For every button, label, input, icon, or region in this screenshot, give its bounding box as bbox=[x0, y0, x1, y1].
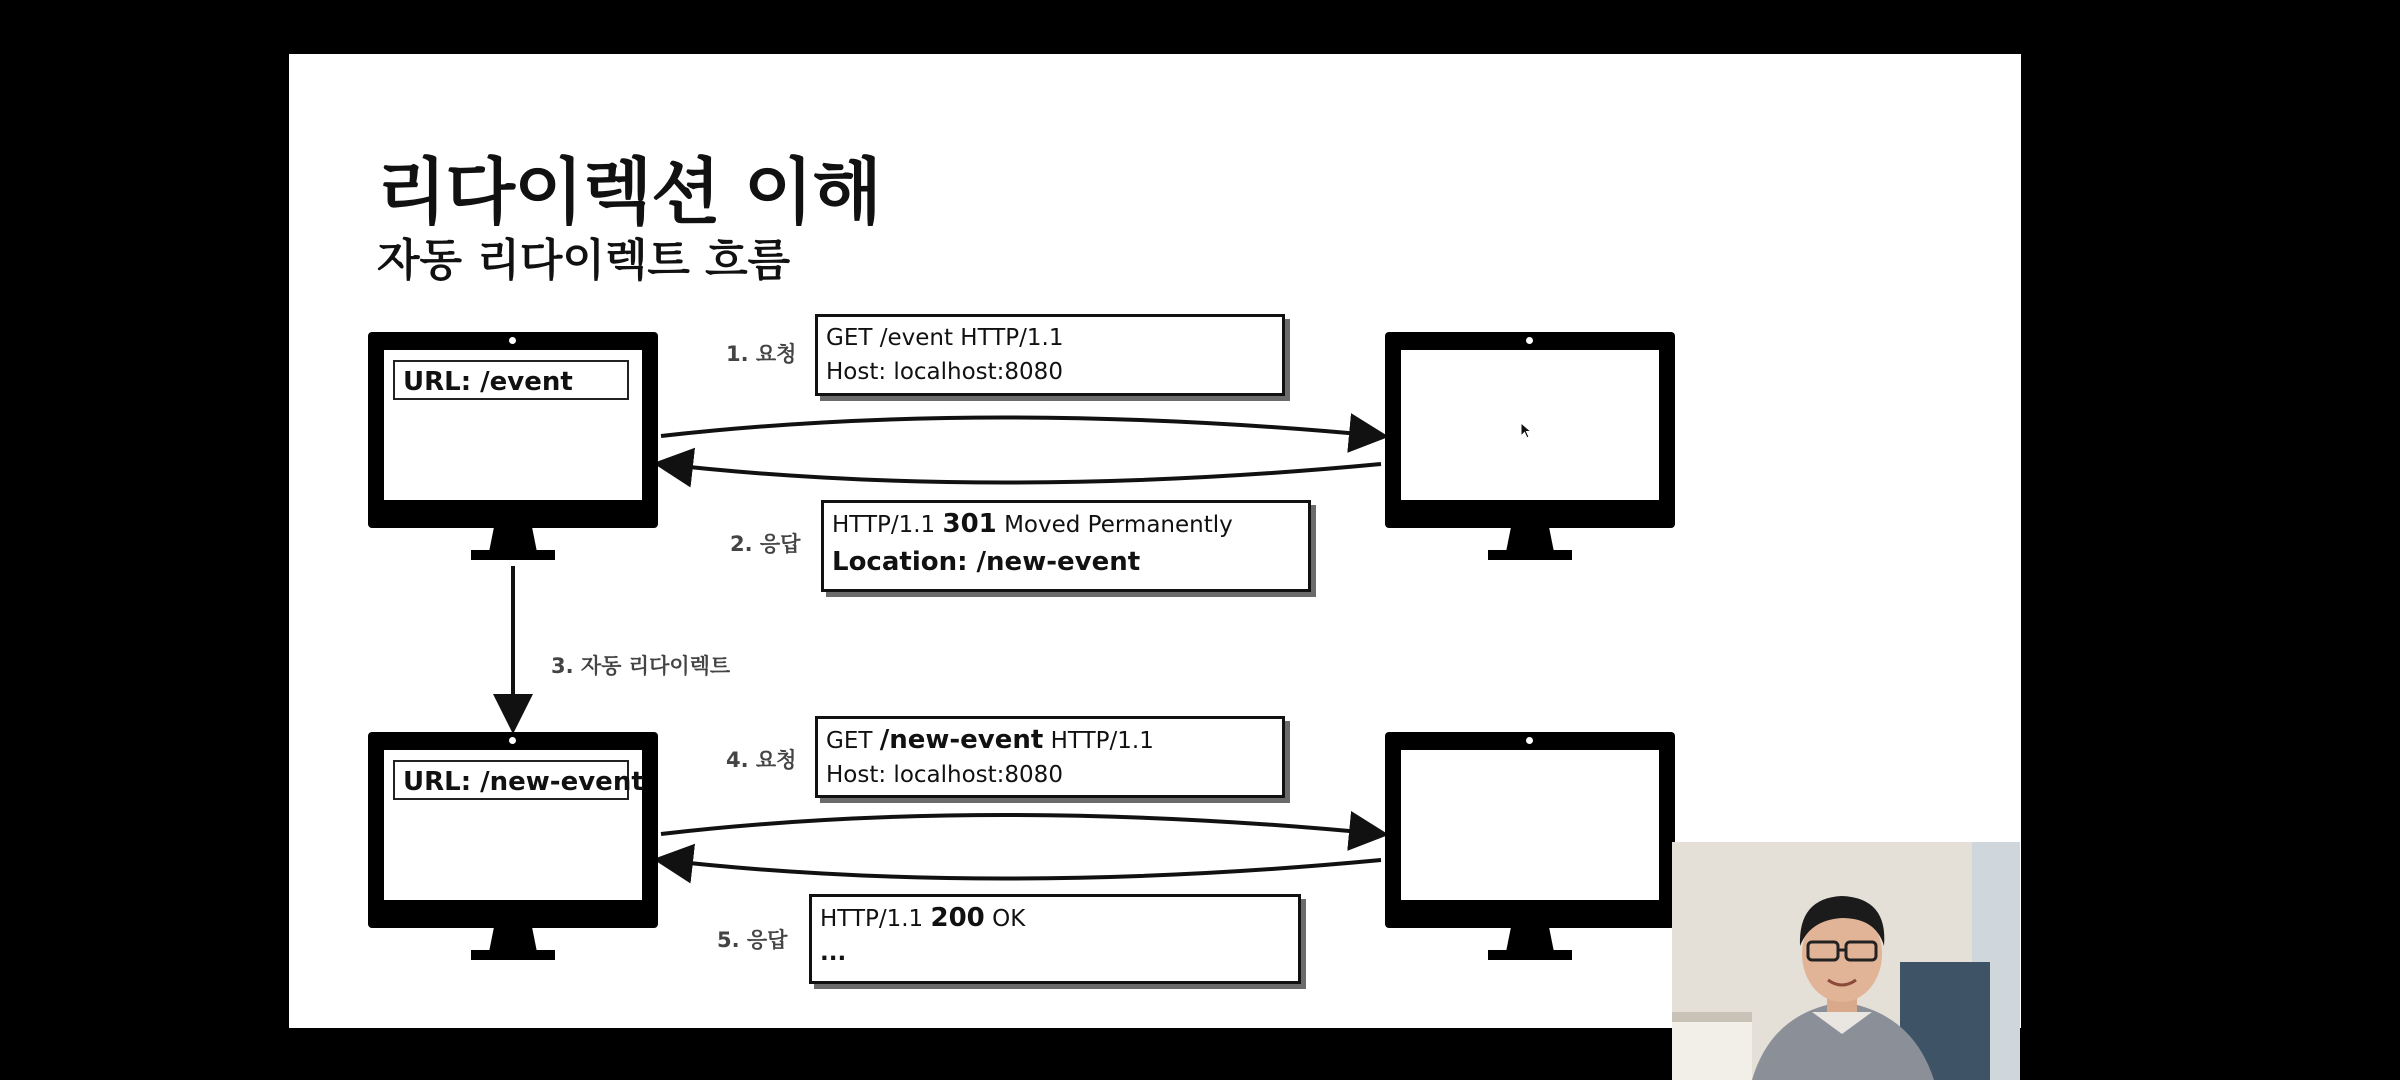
monitor-camera bbox=[1526, 337, 1533, 344]
monitor-neck bbox=[489, 528, 537, 552]
arrow-response-1 bbox=[661, 464, 1381, 483]
arrow-request-2 bbox=[661, 815, 1381, 834]
monitor-screen bbox=[384, 350, 642, 500]
response-1-line-1: HTTP/1.1 301 Moved Permanently bbox=[832, 509, 1233, 539]
request-1-line-1: GET /event HTTP/1.1 bbox=[826, 325, 1064, 351]
slide-subtitle: 자동 리다이렉트 흐름 bbox=[377, 235, 791, 286]
step-5-label: 5. 응답 bbox=[717, 928, 788, 952]
client-monitor-bottom bbox=[368, 732, 658, 966]
presenter-webcam bbox=[1672, 842, 2020, 1080]
step-1-label: 1. 요청 bbox=[726, 342, 797, 366]
url-bar-new-event: URL: /new-event bbox=[393, 760, 629, 800]
request-2-line-2: Host: localhost:8080 bbox=[826, 762, 1063, 788]
monitor-neck bbox=[1506, 528, 1554, 552]
monitor-foot bbox=[471, 550, 555, 560]
request-1-box bbox=[815, 314, 1285, 396]
monitor-bezel bbox=[368, 732, 658, 928]
response-2-line-1: HTTP/1.1 200 OK bbox=[820, 903, 1026, 933]
monitor-bezel bbox=[1385, 732, 1675, 928]
mouse-cursor-icon bbox=[1520, 422, 1534, 440]
response-2-box bbox=[809, 894, 1301, 984]
response-1-box bbox=[821, 500, 1311, 592]
monitor-foot bbox=[471, 950, 555, 960]
slide-title: 리다이렉션 이해 bbox=[377, 150, 881, 234]
request-2-box bbox=[815, 716, 1285, 798]
monitor-neck bbox=[489, 928, 537, 952]
response-2-ellipsis: ... bbox=[820, 940, 847, 966]
monitor-neck bbox=[1506, 928, 1554, 952]
server-monitor-top bbox=[1385, 332, 1675, 566]
monitor-foot bbox=[1488, 550, 1572, 560]
step-2-label: 2. 응답 bbox=[730, 532, 801, 556]
step-4-label: 4. 요청 bbox=[726, 748, 797, 772]
arrow-response-2 bbox=[661, 860, 1381, 879]
url-bar-event: URL: /event bbox=[393, 360, 629, 400]
monitor-camera bbox=[509, 737, 516, 744]
client-monitor-top bbox=[368, 332, 658, 566]
arrow-request-1 bbox=[661, 418, 1381, 437]
monitor-camera bbox=[1526, 737, 1533, 744]
status-code-301: 301 bbox=[942, 509, 997, 539]
monitor-bezel bbox=[368, 332, 658, 528]
request-1-line-2: Host: localhost:8080 bbox=[826, 359, 1063, 385]
server-monitor-bottom bbox=[1385, 732, 1675, 966]
monitor-foot bbox=[1488, 950, 1572, 960]
presenter-image bbox=[1672, 842, 2020, 1080]
monitor-screen bbox=[1401, 350, 1659, 500]
monitor-bezel bbox=[1385, 332, 1675, 528]
monitor-screen bbox=[1401, 750, 1659, 900]
request-2-line-1: GET /new-event HTTP/1.1 bbox=[826, 725, 1154, 755]
monitor-screen bbox=[384, 750, 642, 900]
step-3-label: 3. 자동 리다이렉트 bbox=[551, 654, 731, 678]
monitor-camera bbox=[509, 337, 516, 344]
status-code-200: 200 bbox=[930, 903, 985, 933]
response-1-location: Location: /new-event bbox=[832, 547, 1141, 577]
request-2-path: /new-event bbox=[879, 725, 1044, 755]
